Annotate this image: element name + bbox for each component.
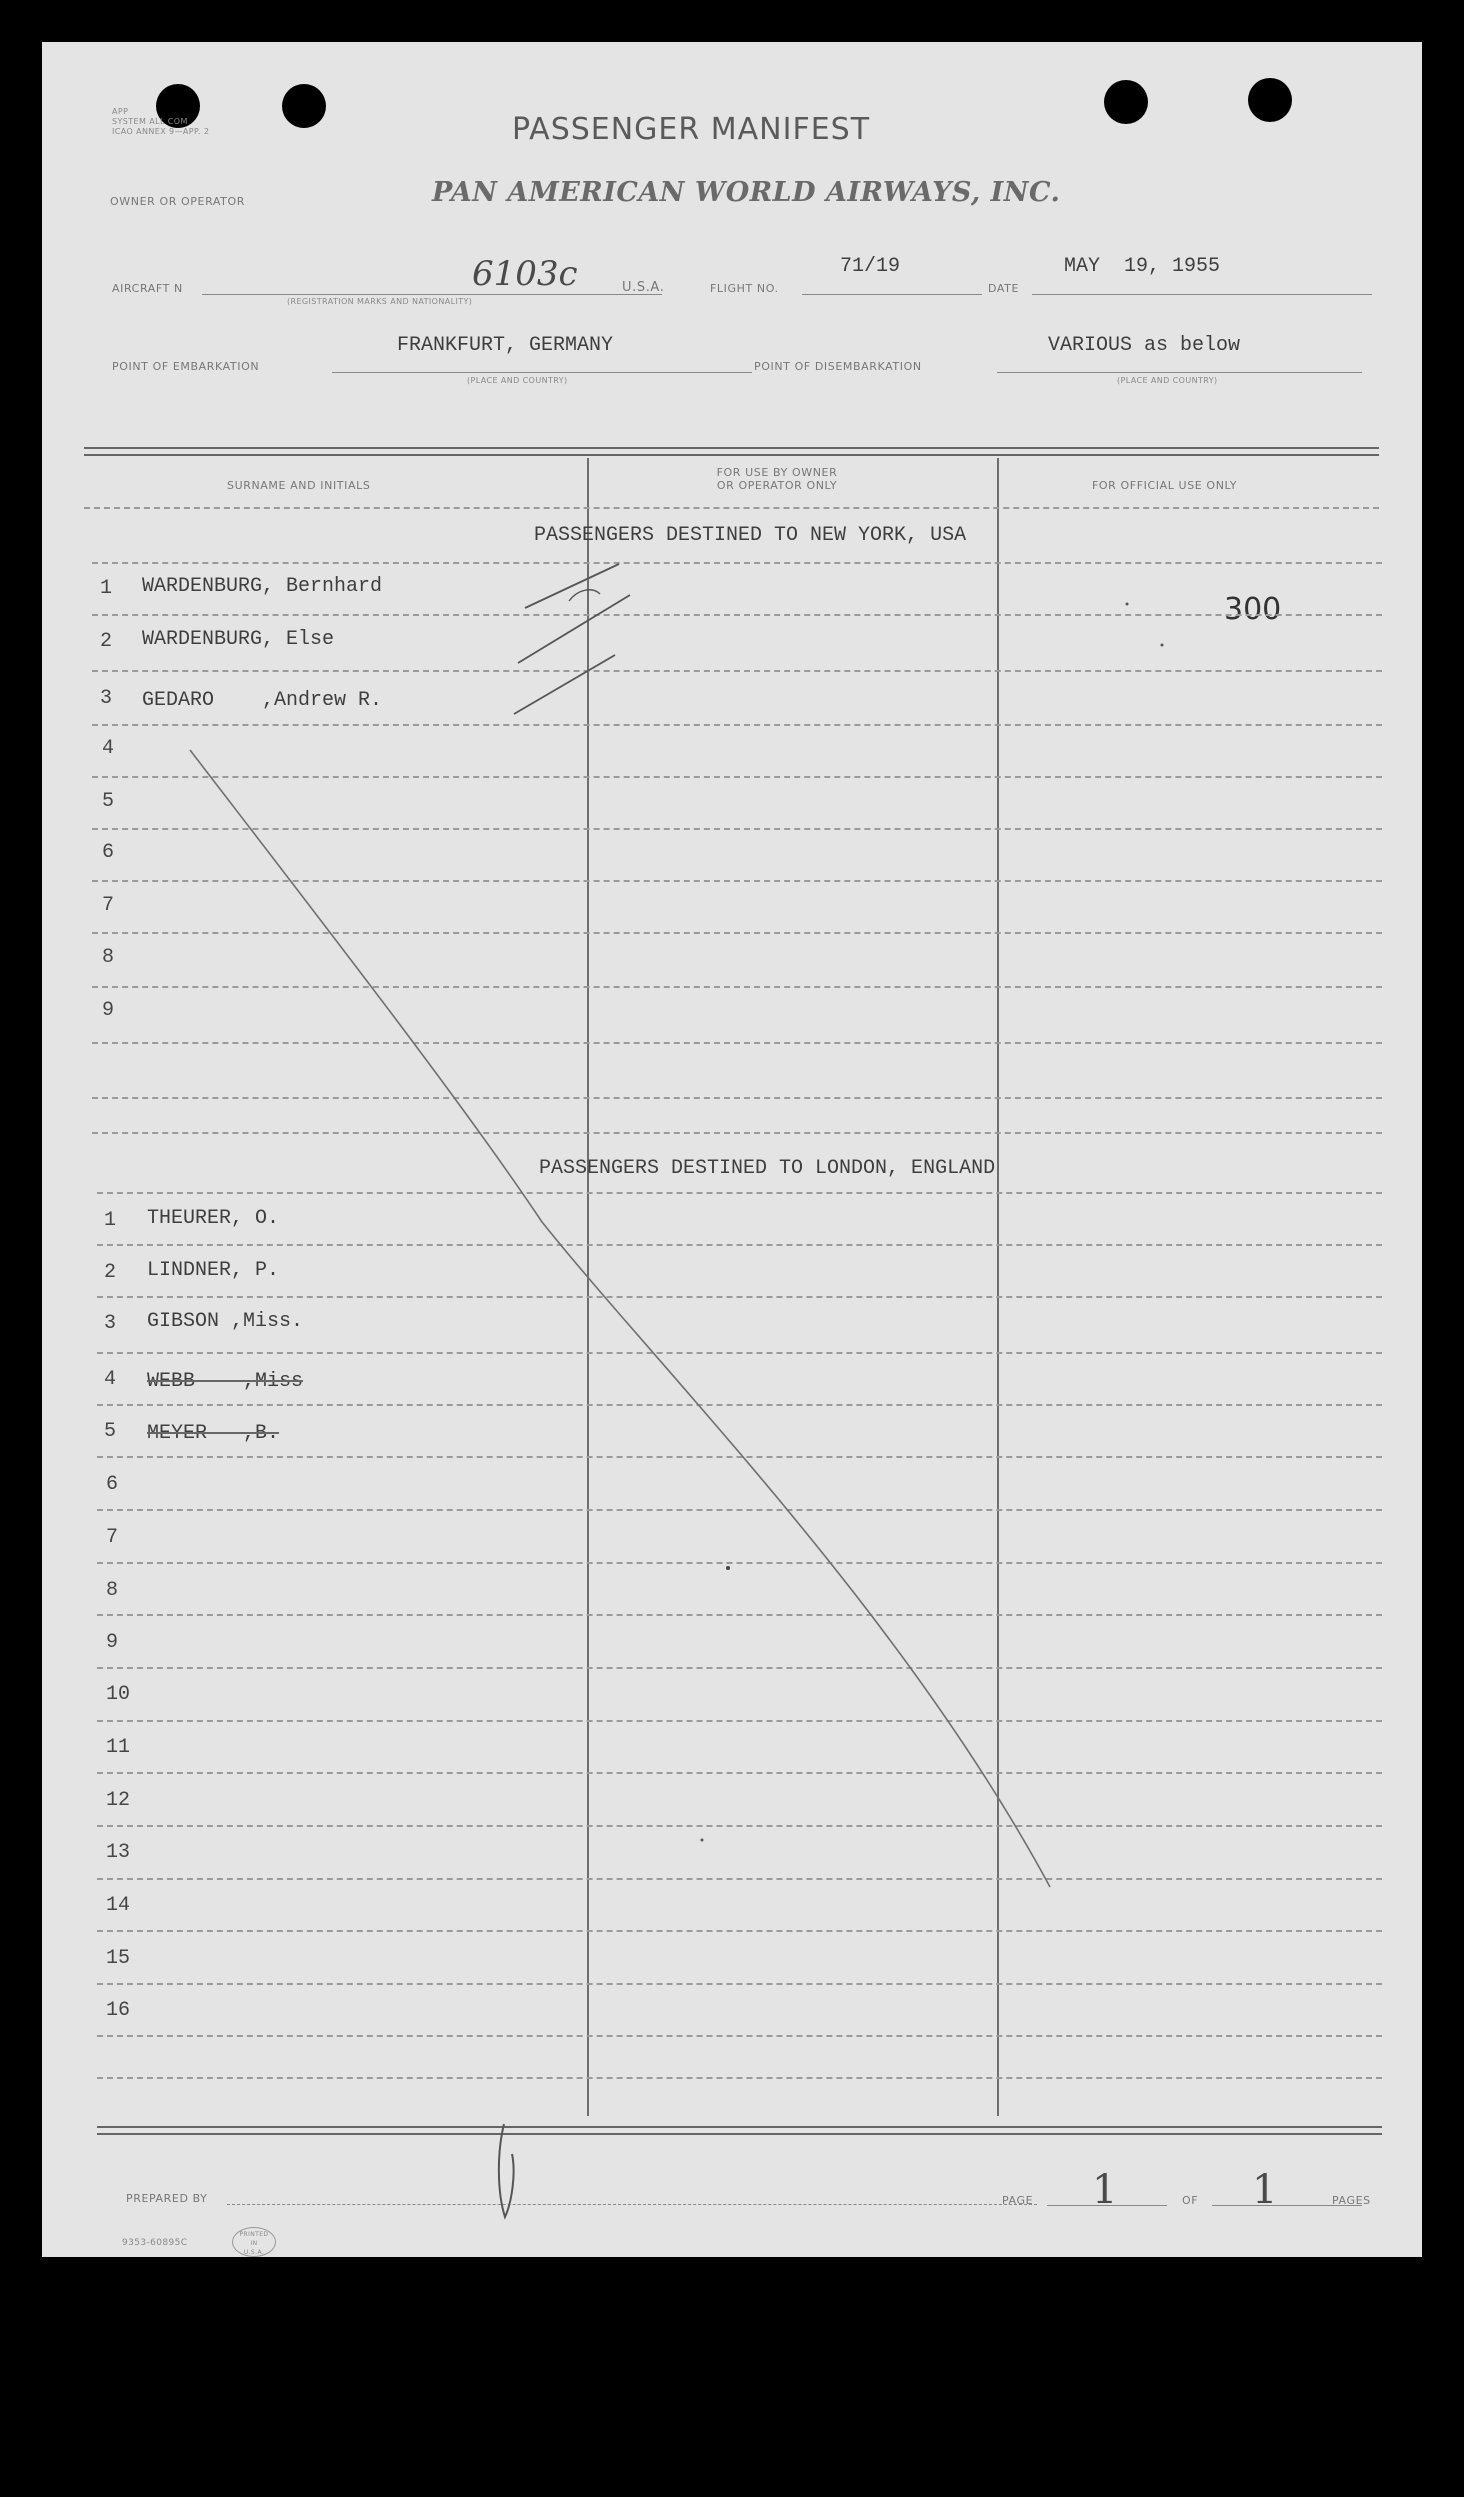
pencil-marks bbox=[42, 42, 1422, 2257]
flight-number: 71/19 bbox=[840, 255, 901, 278]
row-number: 6 bbox=[106, 1473, 119, 1496]
row-number: 6 bbox=[102, 841, 115, 864]
check-mark bbox=[514, 655, 615, 714]
form-reference-line: SYSTEM ALL COM bbox=[112, 117, 188, 126]
manifest-sheet bbox=[42, 42, 1422, 2257]
check-mark bbox=[518, 595, 630, 663]
row-number: 14 bbox=[106, 1894, 131, 1917]
owner-label: OWNER OR OPERATOR bbox=[110, 195, 245, 208]
row-number: 3 bbox=[104, 1312, 117, 1335]
row-number: 7 bbox=[102, 894, 115, 917]
official-note: 300 bbox=[1224, 592, 1282, 627]
passenger-name: GIBSON ,Miss. bbox=[147, 1310, 304, 1333]
passenger-name: THEURER, O. bbox=[147, 1207, 280, 1230]
page-number: 1 bbox=[1092, 2167, 1118, 2213]
initials-scribble bbox=[499, 2124, 514, 2217]
page-label: PAGE bbox=[1002, 2194, 1034, 2207]
column-header-owner-use-line: OR OPERATOR ONLY bbox=[716, 479, 838, 492]
row-number: 4 bbox=[102, 737, 115, 760]
row-number: 8 bbox=[106, 1579, 119, 1602]
passenger-name: LINDNER, P. bbox=[147, 1259, 280, 1282]
passenger-name: WARDENBURG, Bernhard bbox=[142, 575, 383, 598]
ink-dot bbox=[701, 1839, 704, 1842]
section-heading-london: PASSENGERS DESTINED TO LONDON, ENGLAND bbox=[539, 1157, 996, 1180]
row-number: 10 bbox=[106, 1683, 131, 1706]
disembarkation-label: POINT OF DISEMBARKATION bbox=[754, 360, 922, 373]
row-number: 16 bbox=[106, 1999, 131, 2022]
flight-label: FLIGHT NO. bbox=[710, 282, 779, 295]
row-number: 15 bbox=[106, 1947, 131, 1970]
disembarkation-caption: (PLACE AND COUNTRY) bbox=[1117, 376, 1218, 385]
row-number: 4 bbox=[104, 1368, 117, 1391]
row-number: 5 bbox=[102, 790, 115, 813]
row-number: 11 bbox=[106, 1736, 131, 1759]
embarkation-point: FRANKFURT, GERMANY bbox=[397, 334, 614, 357]
ink-dot bbox=[1126, 603, 1129, 606]
row-number: 9 bbox=[102, 999, 115, 1022]
row-number: 1 bbox=[104, 1209, 117, 1232]
printed-stamp-line: PRINTED bbox=[239, 2231, 269, 2238]
passenger-name: WARDENBURG, Else bbox=[142, 628, 335, 651]
column-header-surname: SURNAME AND INITIALS bbox=[227, 479, 371, 492]
operator-name: PAN AMERICAN WORLD AIRWAYS, INC. bbox=[432, 177, 1061, 208]
passenger-name: WEBB ,Miss bbox=[147, 1370, 304, 1393]
of-label: OF bbox=[1182, 2194, 1199, 2207]
ink-dot bbox=[726, 1566, 730, 1570]
row-number: 3 bbox=[100, 687, 113, 710]
printed-stamp-line: IN bbox=[250, 2240, 258, 2247]
disembarkation-point: VARIOUS as below bbox=[1048, 334, 1241, 357]
column-header-official: FOR OFFICIAL USE ONLY bbox=[1092, 479, 1238, 492]
printed-stamp-line: U.S.A. bbox=[243, 2249, 265, 2256]
prepared-by-label: PREPARED BY bbox=[126, 2192, 208, 2205]
passenger-name: MEYER ,B. bbox=[147, 1422, 280, 1445]
row-number: 12 bbox=[106, 1789, 131, 1812]
aircraft-number: 6103c bbox=[472, 254, 578, 294]
page-total: 1 bbox=[1252, 2167, 1278, 2213]
row-number: 2 bbox=[100, 630, 113, 653]
diagonal-strike-line bbox=[190, 750, 1050, 1887]
aircraft-label: AIRCRAFT N bbox=[112, 282, 183, 295]
row-number: 13 bbox=[106, 1841, 131, 1864]
form-reference-line: APP bbox=[112, 107, 129, 116]
row-number: 9 bbox=[106, 1631, 119, 1654]
check-mark bbox=[525, 564, 619, 608]
row-number: 8 bbox=[102, 946, 115, 969]
embarkation-label: POINT OF EMBARKATION bbox=[112, 360, 260, 373]
embarkation-caption: (PLACE AND COUNTRY) bbox=[467, 376, 568, 385]
row-number: 7 bbox=[106, 1526, 119, 1549]
column-header-owner-use-line: FOR USE BY OWNER bbox=[716, 466, 838, 479]
date-label: DATE bbox=[988, 282, 1020, 295]
row-number: 2 bbox=[104, 1261, 117, 1284]
row-number: 1 bbox=[100, 577, 113, 600]
ink-dot bbox=[1161, 644, 1164, 647]
nationality: U.S.A. bbox=[622, 280, 665, 295]
form-number: 9353-60895C bbox=[122, 2238, 188, 2248]
manifest-title: PASSENGER MANIFEST bbox=[512, 112, 871, 147]
pages-label: PAGES bbox=[1332, 2194, 1371, 2207]
registration-caption: (REGISTRATION MARKS AND NATIONALITY) bbox=[287, 297, 473, 306]
form-reference-line: ICAO ANNEX 9—APP. 2 bbox=[112, 127, 210, 136]
row-number: 5 bbox=[104, 1420, 117, 1443]
flight-date: MAY 19, 1955 bbox=[1064, 255, 1221, 278]
check-mark bbox=[569, 590, 600, 601]
section-heading-new-york: PASSENGERS DESTINED TO NEW YORK, USA bbox=[534, 524, 967, 547]
passenger-name: GEDARO ,Andrew R. bbox=[142, 689, 383, 712]
